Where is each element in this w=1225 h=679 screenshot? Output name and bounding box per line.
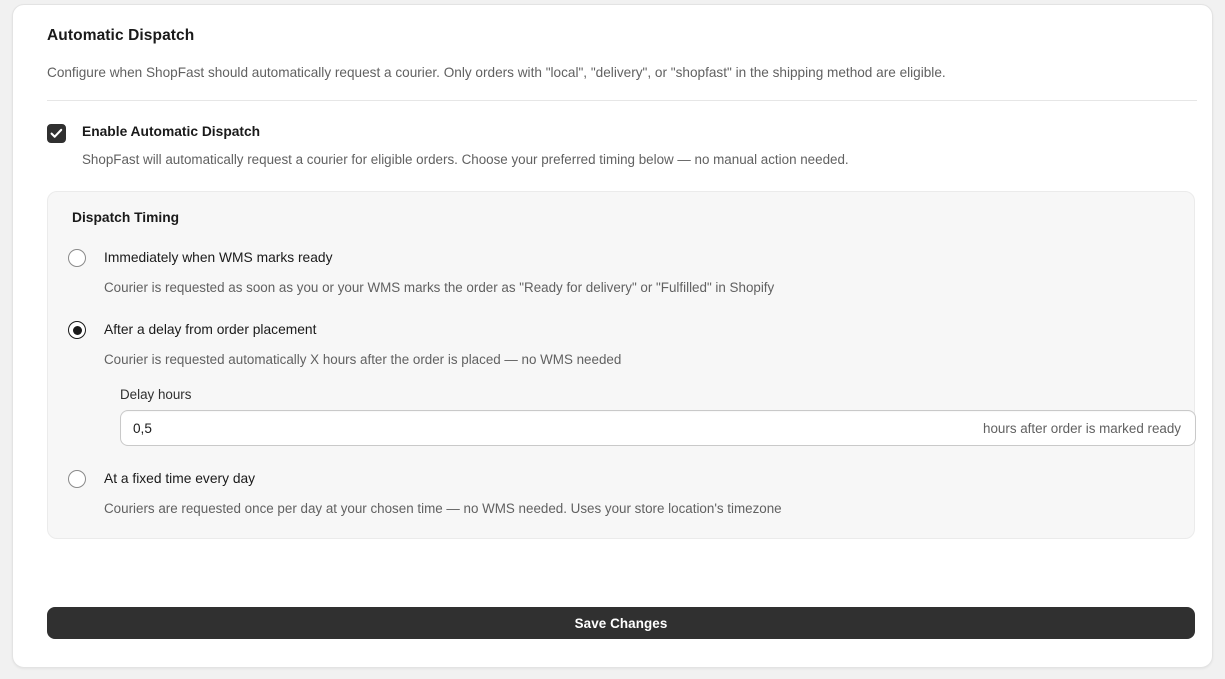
radio-delay[interactable]: [68, 321, 86, 339]
radio-immediately[interactable]: [68, 249, 86, 267]
timing-option-immediately-texts: [104, 249, 774, 297]
timing-option-immediately-label: Immediately when WMS marks ready: [104, 250, 333, 266]
header-divider: [47, 100, 1197, 101]
timing-option-immediately-help: Courier is requested as soon as you or your WMS marks the order as "Ready for delivery" or "Fulfilled" in Shopify: [104, 280, 775, 296]
delay-hours-suffix: hours after order is marked ready: [983, 420, 1181, 436]
enable-texts: [82, 123, 849, 169]
timing-option-fixed-time[interactable]: [68, 470, 1174, 518]
save-changes-button[interactable]: Save Changes: [47, 607, 1195, 639]
timing-option-delay-texts: [104, 321, 621, 369]
timing-option-delay-label: After a delay from order placement: [104, 322, 317, 338]
automatic-dispatch-card: [12, 4, 1213, 668]
timing-option-fixed-time-label: At a fixed time every day: [104, 471, 256, 487]
delay-hours-field: [120, 387, 1181, 446]
check-icon: [50, 127, 63, 140]
timing-option-delay[interactable]: [68, 321, 1174, 369]
dispatch-timing-title: Dispatch Timing: [72, 210, 180, 226]
enable-automatic-dispatch-checkbox[interactable]: [47, 124, 66, 143]
dispatch-timing-panel: [47, 191, 1195, 539]
enable-label: Enable Automatic Dispatch: [82, 124, 261, 140]
delay-hours-input-wrapper[interactable]: [120, 410, 1196, 446]
radio-fixed-time[interactable]: [68, 470, 86, 488]
timing-option-fixed-time-help: Couriers are requested once per day at your chosen time — no WMS needed. Uses your store location's timezone: [104, 501, 782, 517]
enable-help-text: ShopFast will automatically request a courier for eligible orders. Choose your preferred timing below — no manual action needed.: [82, 152, 849, 168]
timing-option-delay-help: Courier is requested automatically X hours after the order is placed — no WMS needed: [104, 352, 622, 368]
card-description: Configure when ShopFast should automatically request a courier. Only orders with "local", "delivery", or "shopfast" in the shipping method are eligible.: [47, 65, 946, 80]
timing-option-fixed-time-texts: [104, 470, 782, 518]
timing-option-immediately[interactable]: [68, 249, 1174, 297]
delay-hours-input[interactable]: [121, 411, 983, 445]
page-title: Automatic Dispatch: [47, 27, 195, 44]
delay-hours-label: Delay hours: [120, 387, 192, 403]
enable-automatic-dispatch-row[interactable]: [47, 123, 1192, 169]
